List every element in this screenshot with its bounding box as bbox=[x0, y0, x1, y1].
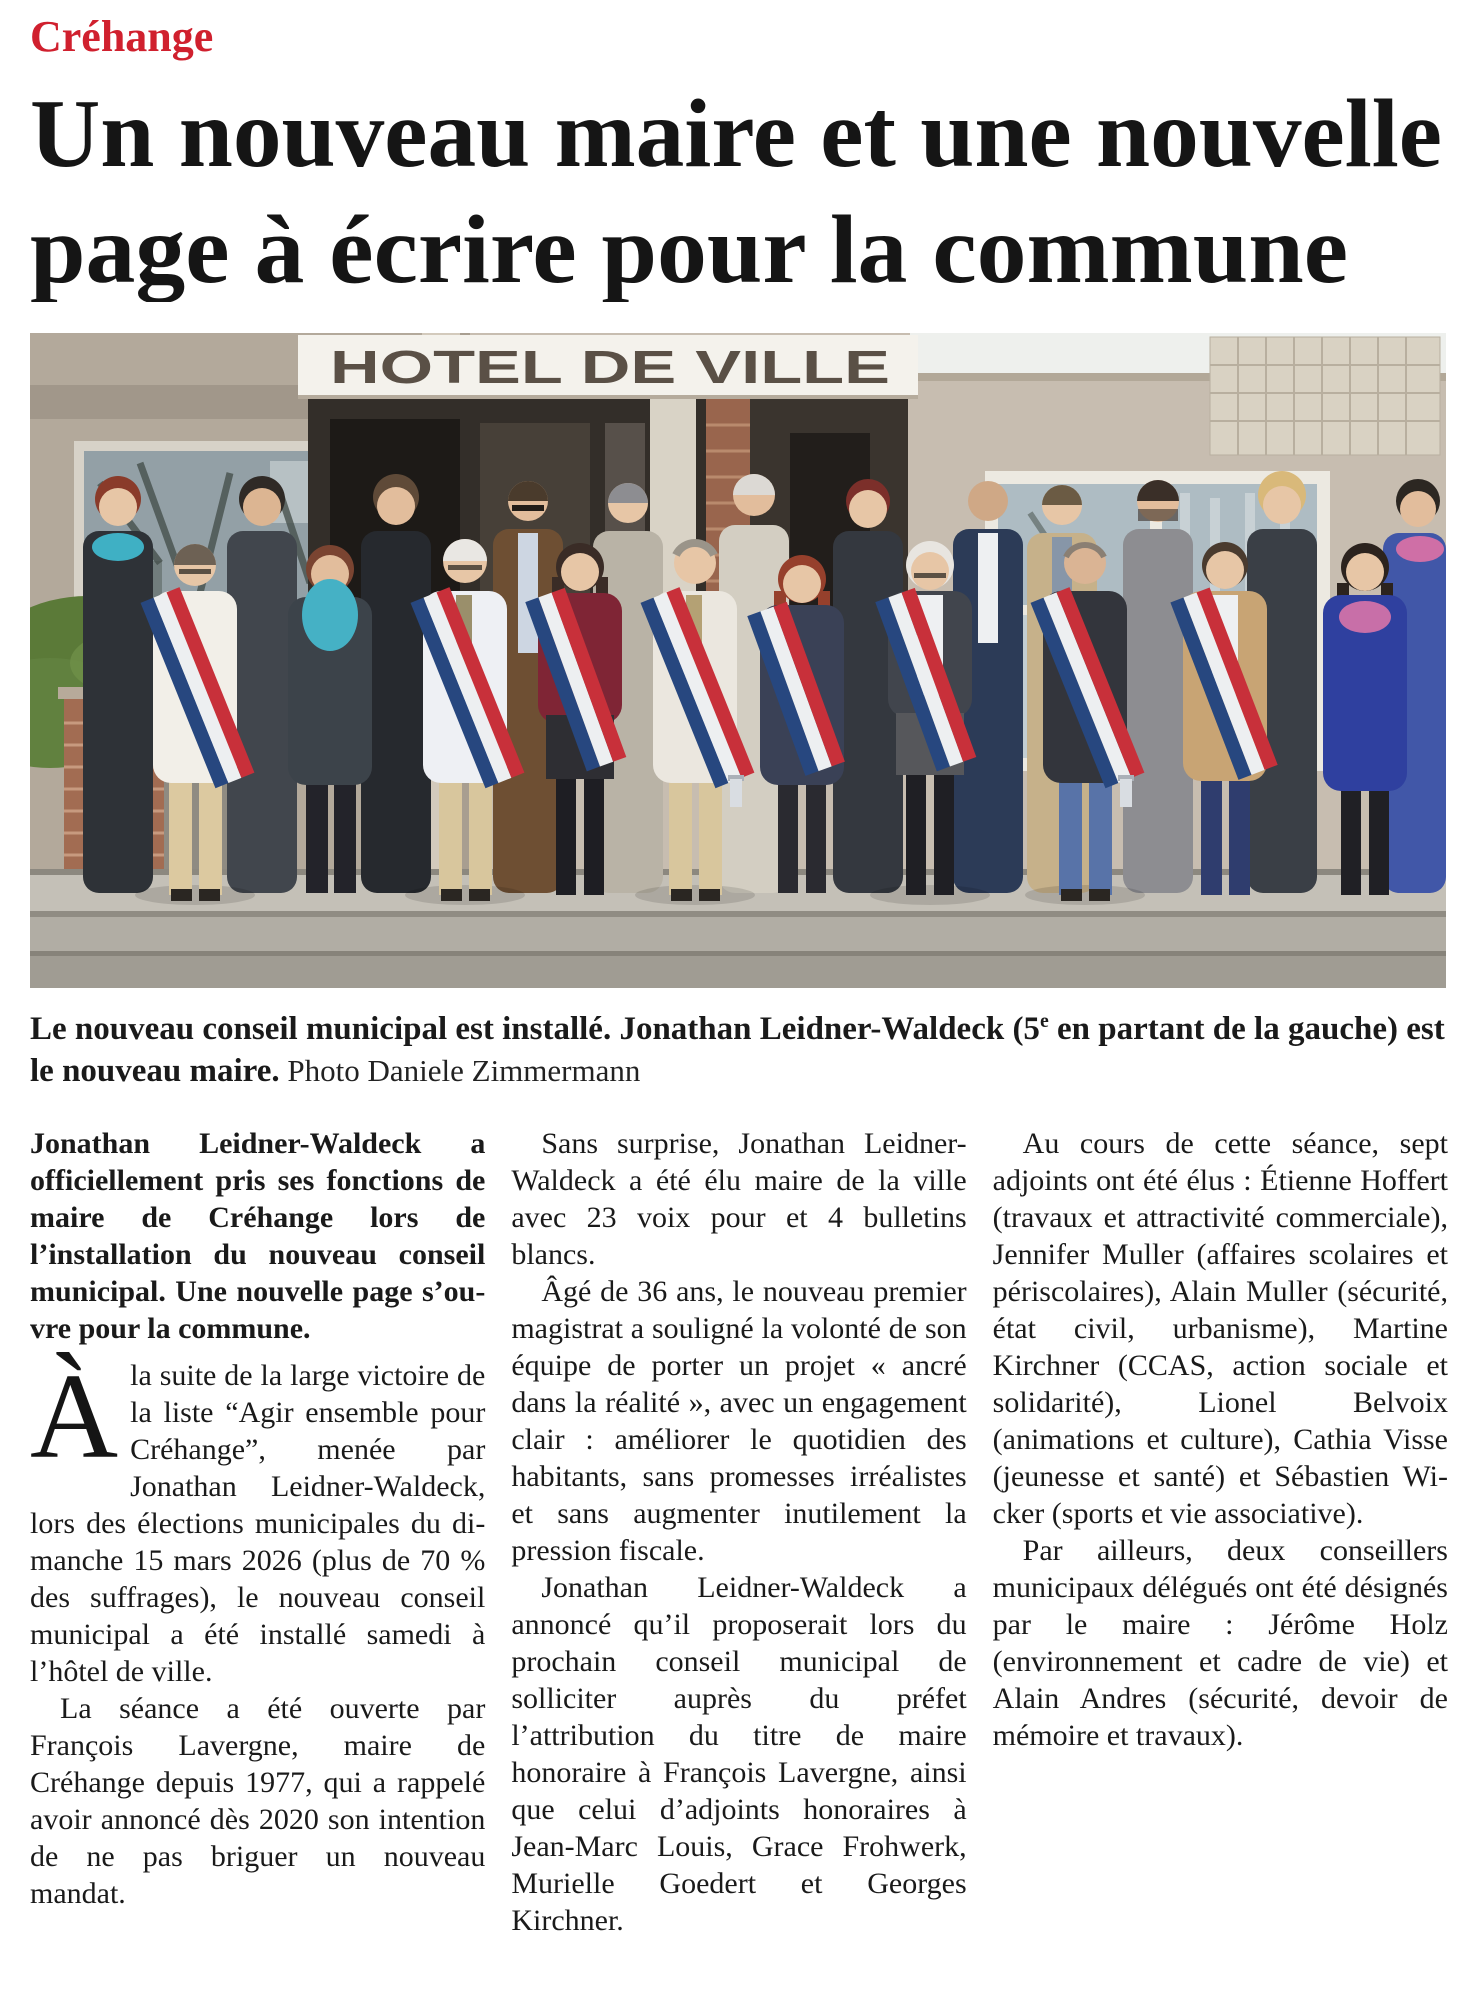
drop-cap: À bbox=[30, 1349, 119, 1484]
headline-line2: page à écrire pour la commune bbox=[30, 196, 1348, 302]
headline bbox=[30, 74, 1448, 302]
caption-superscript: e bbox=[1039, 1010, 1049, 1032]
article-photo bbox=[30, 333, 1446, 988]
caption-text-2: en partant de la gauche) est le nouveau maire. bbox=[30, 1011, 1445, 1089]
headline-svg bbox=[30, 74, 1448, 302]
paragraph-4: Âgé de 36 ans, le nouveau premier magistrat a souligné la volonté de son équipe de porter un projet « ancré dans la réalité », avec un engagement clair : améliorer le quotidien des habitants, sans promesses irréalistes et sans augmenter inutilement la pression fiscale. bbox=[511, 1275, 967, 1567]
paragraph-7: Par ailleurs, deux conseillers municipaux délégués ont été désignés par le maire : Jérôme Holz (environnement et cadre de vie) et Alain Andres (sécurité, devoir de mémoire et travaux). bbox=[992, 1534, 1448, 1752]
paragraph-6: Au cours de cette séance, sept adjoints ont été élus : Étienne Hoffert (travaux et attractivité commerciale), Jennifer Muller (affaires scolaires et périscolaires), Alain Muller (sécurité, état civil, urbanisme), Martine Kirchner (CCAS, action sociale et solidarité), Lionel Belvoix (animations et culture), Cathia Visse (jeunesse et santé) et Sébastien Wicker (sports et vie associative). bbox=[992, 1127, 1448, 1530]
photo-caption bbox=[30, 1000, 1448, 1092]
hotel-de-ville-sign bbox=[298, 335, 918, 399]
paragraph-dropcap bbox=[30, 1349, 486, 1690]
paragraph-2: La séance a été ouverte par François Lavergne, maire de Créhange depuis 1977, qui a rappelé avoir annoncé dès 2020 son intention de ne pas briguer un nouveau mandat. bbox=[30, 1692, 486, 1910]
lead-paragraph: Jonathan Leidner-Waldeck a officiellement pris ses fonctions de maire de Créhange lors de l’installation du nouveau conseil municipal. Une nouvelle page s’ouvre pour la commune. bbox=[30, 1127, 486, 1345]
paragraph-3: Sans surprise, Jonathan Leidner-Waldeck a été élu maire de la ville avec 23 voix pour et 4 bulletins blancs. bbox=[511, 1127, 967, 1271]
kicker: Créhange bbox=[30, 12, 214, 61]
caption-text: Le nouveau conseil municipal est installé. Jonathan Leidner-Waldeck (5 bbox=[30, 1011, 1040, 1047]
headline-line1: Un nouveau maire et une nouvelle bbox=[30, 80, 1442, 188]
photo-credit: Photo Daniele Zimmermann bbox=[279, 1053, 641, 1088]
sign-text: HOTEL DE VILLE bbox=[330, 341, 890, 393]
paragraph-1-text: la suite de la large victoire de la liste “Agir ensemble pour Créhange”, menée par Jonathan Leidner-Waldeck, lors des élections municipales du dimanche 15 mars 2026 (plus de 70 % des suffrages), le nouveau conseil municipal a été installé samedi à l’hôtel de ville. bbox=[30, 1359, 486, 1688]
article-body bbox=[30, 1125, 1448, 1979]
paragraph-5: Jonathan Leidner-Waldeck a annoncé qu’il proposerait lors du prochain conseil municipal de solliciter auprès du préfet l’attribution du titre de maire honoraire à François Lavergne, ainsi que celui d’adjoints honoraires à Jean-Marc Louis, Grace Frohwerk, Murielle Goedert et Georges Kirchner. bbox=[511, 1571, 967, 1937]
